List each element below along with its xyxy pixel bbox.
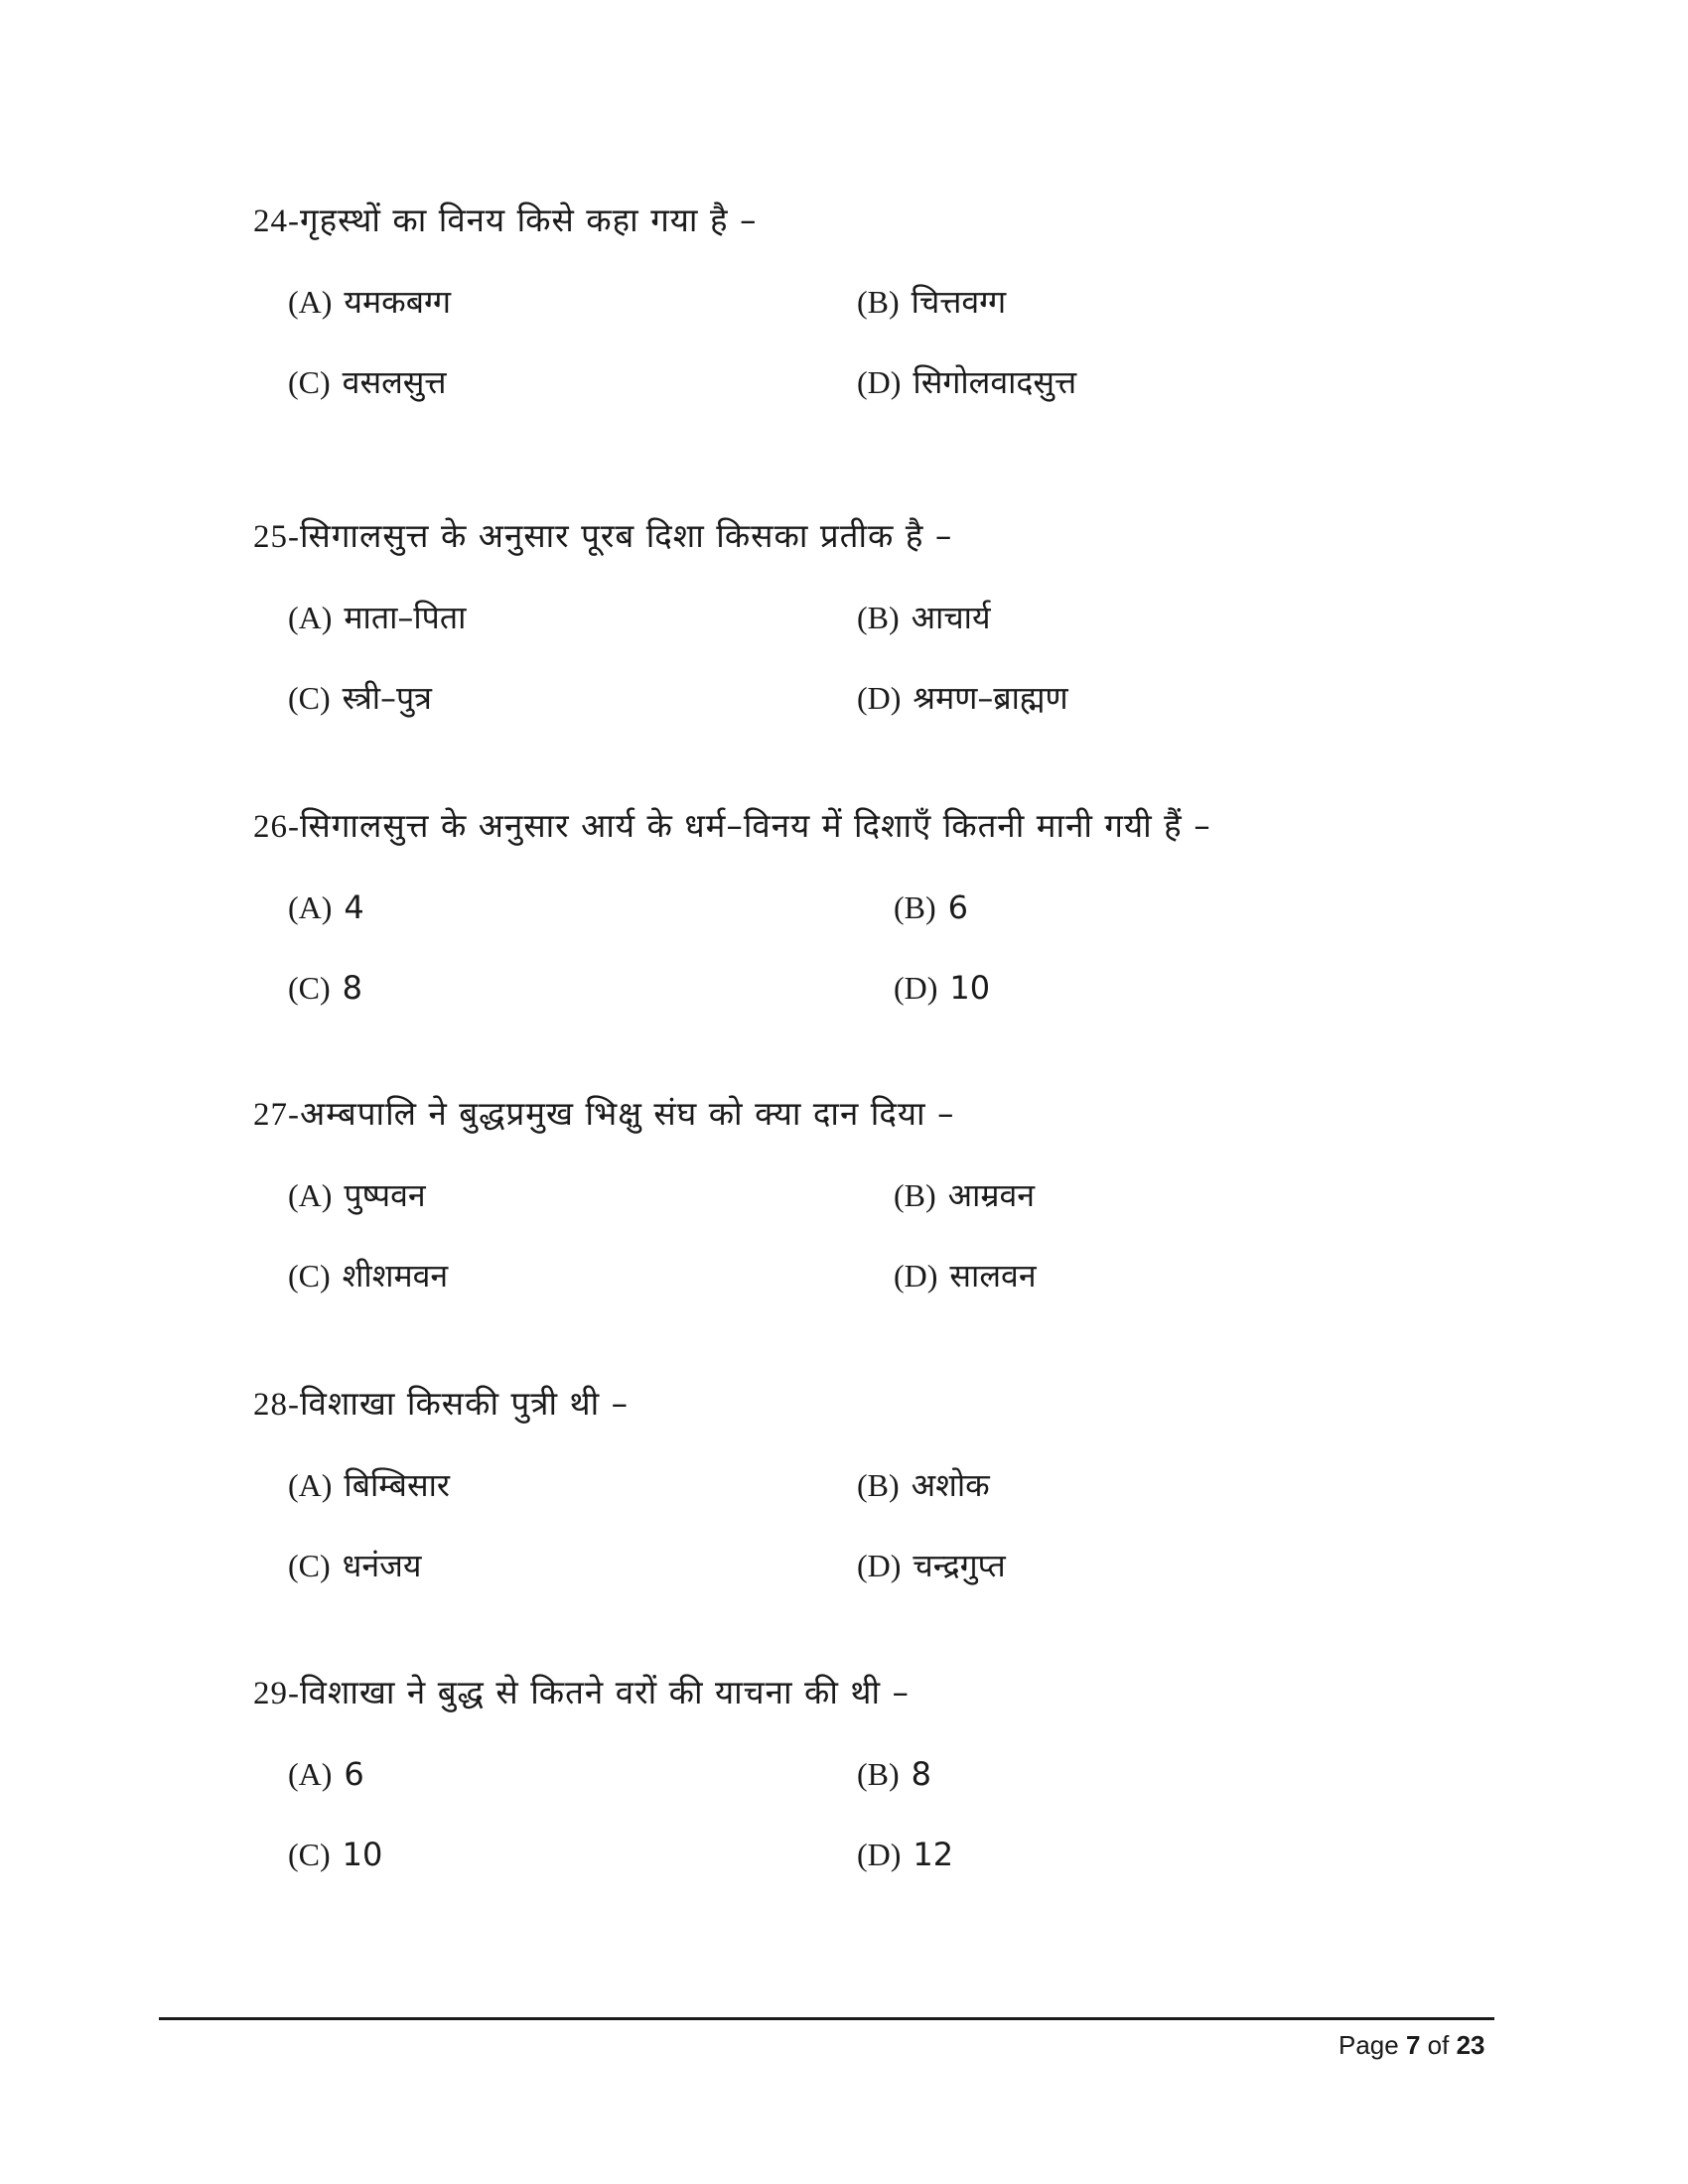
option-key: (D)	[894, 970, 938, 1006]
option-c	[288, 966, 362, 1010]
option-text: 8	[911, 1755, 932, 1793]
page-label: Page	[1338, 2030, 1399, 2060]
option-key: (C)	[288, 1837, 331, 1872]
question-29	[253, 1671, 1494, 1873]
option-text: 10	[949, 969, 991, 1007]
option-key: (A)	[288, 284, 333, 320]
option-text: धनंजय	[342, 1547, 422, 1584]
option-a	[288, 1752, 364, 1796]
option-text: शीशमवन	[342, 1257, 449, 1295]
option-text: सालवन	[949, 1257, 1037, 1295]
question-stem: विशाखा किसकी पुत्री थी –	[300, 1384, 630, 1423]
option-text: चित्तवग्ग	[911, 283, 1007, 321]
question-stem: सिगालसुत्त के अनुसार पूरब दिशा किसका प्रतीक है –	[300, 516, 953, 555]
footer-divider	[159, 2017, 1494, 2020]
option-d	[894, 1254, 1037, 1297]
question-24	[253, 199, 1494, 401]
option-d	[857, 360, 1076, 404]
question-stem: गृहस्थों का विनय किसे कहा गया है –	[300, 201, 758, 239]
option-text: पुष्पवन	[344, 1176, 426, 1214]
option-key: (C)	[288, 1258, 331, 1294]
option-key: (D)	[857, 1548, 902, 1583]
option-b	[894, 886, 968, 929]
question-number: 26-	[253, 809, 300, 845]
question-text	[253, 1382, 1494, 1427]
option-text: बिम्बिसार	[344, 1466, 450, 1504]
question-28	[253, 1382, 1494, 1584]
question-26	[253, 804, 1494, 1007]
option-key: (A)	[288, 1756, 333, 1792]
total-pages: 23	[1456, 2030, 1485, 2060]
option-key: (C)	[288, 970, 331, 1006]
question-number: 29-	[253, 1676, 300, 1711]
option-a	[288, 1463, 450, 1507]
option-d	[857, 1544, 1006, 1587]
of-label: of	[1427, 2030, 1450, 2060]
option-key: (B)	[857, 284, 900, 320]
option-c	[288, 1544, 421, 1587]
option-text: श्रमण–ब्राह्मण	[913, 679, 1068, 717]
option-text: चन्द्रगुप्त	[913, 1547, 1006, 1584]
option-key: (B)	[857, 1756, 900, 1792]
option-text: 4	[344, 888, 364, 926]
option-key: (B)	[894, 889, 936, 925]
option-a	[288, 596, 466, 639]
option-text: आचार्य	[911, 599, 991, 636]
option-text: 6	[947, 888, 969, 926]
option-text: 12	[913, 1836, 954, 1873]
option-key: (C)	[288, 364, 331, 400]
option-c	[288, 360, 447, 404]
option-c	[288, 1833, 382, 1876]
question-stem: सिगालसुत्त के अनुसार आर्य के धर्म–विनय में दिशाएँ कितनी मानी गयी हैं –	[300, 806, 1211, 845]
option-text: आम्रवन	[947, 1176, 1036, 1214]
option-key: (B)	[857, 600, 900, 635]
page-number	[1338, 2025, 1497, 2065]
option-text: 8	[342, 969, 363, 1007]
option-key: (B)	[857, 1467, 900, 1503]
option-b	[857, 280, 1006, 324]
option-a	[288, 280, 451, 324]
question-number: 28-	[253, 1387, 300, 1423]
option-c	[288, 1254, 448, 1297]
option-text: यमकबग्ग	[344, 283, 451, 321]
option-text: माता–पिता	[344, 599, 467, 636]
option-text: 6	[344, 1755, 364, 1793]
question-number: 27-	[253, 1097, 300, 1133]
option-b	[857, 1463, 990, 1507]
question-text	[253, 1092, 1494, 1137]
option-b	[894, 1173, 1035, 1217]
option-key: (D)	[857, 1837, 902, 1872]
question-27	[253, 1092, 1494, 1295]
question-stem: अम्बपालि ने बुद्धप्रमुख भिक्षु संघ को क्या दान दिया –	[300, 1094, 955, 1133]
option-d	[857, 1833, 953, 1876]
current-page: 7	[1405, 2030, 1421, 2060]
option-text: सिगोलवादसुत्त	[913, 363, 1077, 401]
question-stem: विशाखा ने बुद्ध से कितने वरों की याचना की थी –	[300, 1673, 910, 1711]
option-key: (D)	[857, 364, 902, 400]
option-c	[288, 676, 432, 720]
option-d	[857, 676, 1068, 720]
option-key: (A)	[288, 1467, 333, 1503]
option-text: 10	[342, 1836, 383, 1873]
question-text	[253, 1671, 1494, 1715]
option-a	[288, 886, 364, 929]
option-key: (C)	[288, 1548, 331, 1583]
question-number: 25-	[253, 519, 300, 555]
question-text	[253, 804, 1494, 849]
option-d	[894, 966, 990, 1010]
question-25	[253, 514, 1494, 717]
option-b	[857, 1752, 931, 1796]
question-text	[253, 199, 1494, 243]
option-key: (D)	[857, 680, 902, 716]
option-text: वसलसुत्त	[342, 363, 447, 401]
option-key: (A)	[288, 600, 333, 635]
option-text: अशोक	[911, 1466, 990, 1504]
option-key: (A)	[288, 1177, 333, 1213]
option-key: (B)	[894, 1177, 936, 1213]
option-key: (C)	[288, 680, 331, 716]
option-key: (D)	[894, 1258, 938, 1294]
option-a	[288, 1173, 426, 1217]
question-text	[253, 514, 1494, 559]
option-key: (A)	[288, 889, 333, 925]
option-text: स्त्री–पुत्र	[342, 679, 432, 717]
option-b	[857, 596, 991, 639]
question-number: 24-	[253, 204, 300, 239]
